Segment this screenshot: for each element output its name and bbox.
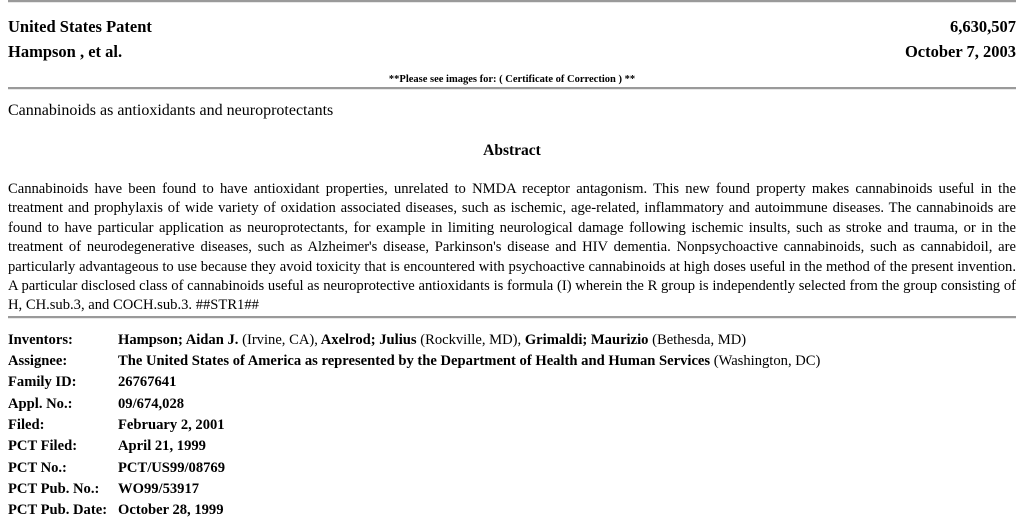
biblio-row-filed (8, 415, 1016, 436)
biblio-label-family-id: Family ID: (8, 374, 77, 391)
biblio-label-pct-no: PCT No.: (8, 459, 67, 476)
page-title: Cannabinoids as antioxidants and neuroprotectants (8, 102, 334, 119)
biblio-row-family-id (8, 372, 1016, 393)
biblio-value-family-id: 26767641 (118, 374, 177, 391)
abstract-text: Cannabinoids have been found to have antioxidant properties, unrelated to NMDA receptor antagonism. This new found property makes cannabinoids useful in the treatment and prophylaxis of wide variety of oxidation associated diseases, such as ischemic, age-related, inflammatory and autoimmune diseases. The cannabinoids are found to have particular application as neuroprotectants, for example in limiting neurological damage following ischemic insults, such as stroke and trauma, or in the treatment of neurodegenerative diseases, such as Alzheimer's disease, Parkinson's disease and HIV dementia. Nonpsychoactive cannabinoids, such as cannabidoil, are particularly advantageous to use because they avoid toxicity that is encountered with psychoactive cannabinoids at high doses useful in the method of the present invention. A particular disclosed class of cannabinoids useful as neuroprotective antioxidants is formula (I) wherein the R group is independently selected from the group consisting of H, CH.sub.3, and COCH.sub.3. ##STR1## (8, 181, 1016, 314)
inventor-name: Grimaldi; Maurizio (524, 331, 649, 348)
biblio-value-pct-filed: April 21, 1999 (118, 438, 206, 455)
biblio-value-pct-pub-date: October 28, 1999 (118, 502, 224, 519)
biblio-row-pct-pub-date (8, 500, 1016, 521)
biblio-label-filed: Filed: (8, 417, 45, 434)
title-top-divider (8, 87, 1016, 90)
biblio-row-assignee (8, 351, 1016, 372)
header-top-divider (8, 0, 1016, 3)
biblio-top-divider (8, 316, 1016, 319)
biblio-value-pct-pub-no: WO99/53917 (118, 480, 200, 497)
biblio-label-pct-filed: PCT Filed: (8, 438, 78, 455)
biblio-label-appl-no: Appl. No.: (8, 395, 73, 412)
patent-header-row-primary (8, 14, 1016, 39)
biblio-value-inventors (118, 330, 1016, 351)
biblio-row-inventors (8, 330, 1016, 351)
patent-issue-date: October 7, 2003 (904, 42, 1016, 61)
assignee-location: (Washington, DC) (713, 353, 821, 370)
inventor-location: (Bethesda, MD) (652, 331, 747, 348)
biblio-label-assignee: Assignee: (8, 353, 68, 370)
biblio-row-appl-no (8, 394, 1016, 415)
inventor-name: Axelrod; Julius (320, 331, 417, 348)
assignee-name: The United States of America as represented by the Department of Health and Human Services (118, 353, 711, 370)
inventor-location: (Rockville, MD), (420, 331, 522, 348)
bibliographic-data-table (8, 330, 1016, 522)
biblio-label-inventors: Inventors: (8, 331, 73, 348)
certificate-of-correction-note: **Please see images for: ( Certificate of Correction ) ** (388, 74, 636, 85)
biblio-value-appl-no: 09/674,028 (118, 395, 185, 412)
biblio-label-pct-pub-date: PCT Pub. Date: (8, 502, 108, 519)
inventor-name: Hampson; Aidan J. (118, 331, 239, 348)
biblio-value-pct-no: PCT/US99/08769 (118, 459, 226, 476)
patent-number: 6,630,507 (950, 17, 1016, 36)
patent-header-row-secondary (8, 39, 1016, 64)
biblio-value-assignee (118, 351, 1016, 372)
inventor-location: (Irvine, CA), (242, 331, 318, 348)
primary-inventor-line: Hampson , et al. (8, 42, 123, 61)
patent-office-label: United States Patent (8, 17, 152, 36)
biblio-value-filed: February 2, 2001 (118, 417, 225, 434)
biblio-label-pct-pub-no: PCT Pub. No.: (8, 480, 100, 497)
biblio-row-pct-no (8, 458, 1016, 479)
biblio-row-pct-filed (8, 436, 1016, 457)
biblio-row-pct-pub-no (8, 479, 1016, 500)
abstract-heading: Abstract (483, 142, 541, 159)
patent-header (8, 14, 1016, 64)
